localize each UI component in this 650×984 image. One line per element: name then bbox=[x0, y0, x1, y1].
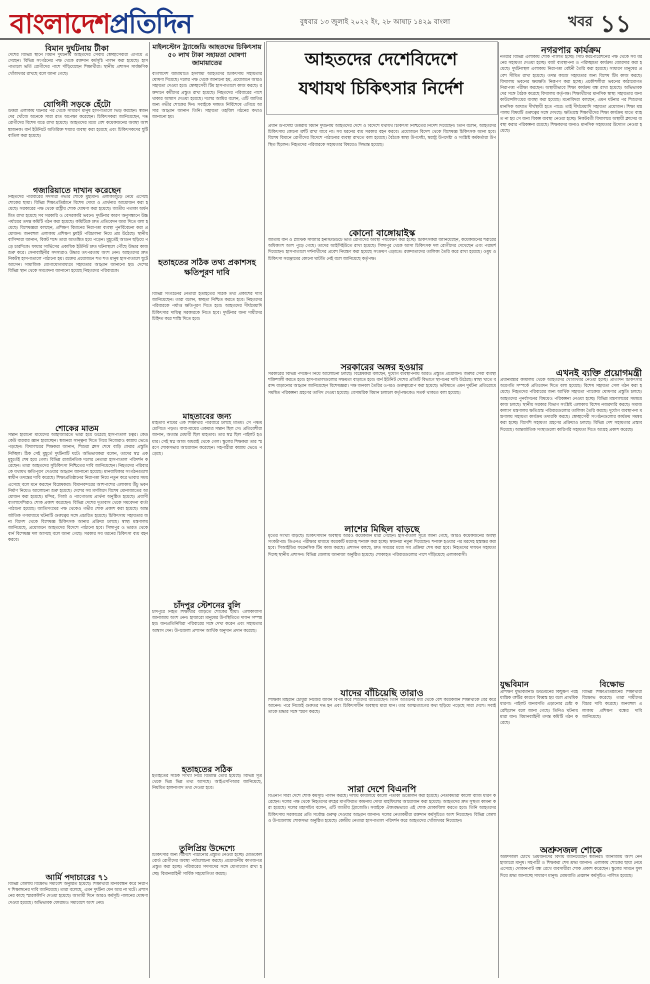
headline-20: সারা দেশে বিএনপি bbox=[347, 785, 417, 795]
headline-7: মাইলস্টোন ট্র্যাজেডি আহতদের চিকিৎসায় ৫০ লাখ টাকা সহায়তা ঘোষণা জামায়াতের bbox=[152, 43, 262, 67]
headline-2: যোগিনী সড়কে হেঁটো bbox=[43, 100, 111, 109]
headline-15: লাশের মিছিল বাড়ছে bbox=[344, 525, 420, 535]
article-text: মৃতের সংখ্যা বাড়ছে। চিকিৎসাধীন অবস্থায় আরও কয়েকজন মারা গেছেন। হাসপাতাল সূত্রে জানা গেছে, আরও কয়েকজনের অবস্থা সংকটাপন্ন। ডিএনএ পরীক্ষার মাধ্যমে কয়েকটি মরদেহ শনাক্ত করা হচ্ছে। স্বজনরা নমুনা দিয়েছেন। শনাক্ত হওয়ার পর মরদেহ হস্তান্তর করা হবে। সিআইডির ফরেনসিক টিম কাজ করছে। প্রশাসন বলছে, দ্রুত সময়ের মধ্যে সব প্রক্রিয়া শেষ করা হবে। নিহতদের দাফনে সহায়তা দিচ্ছে স্থানীয় প্রশাসন। বিভিন্ন জেলায় জানাজা অনুষ্ঠিত হয়েছে। শোকাহত পরিবারগুলোর পাশে দাঁড়িয়েছে এলাকাবাসী। bbox=[268, 534, 496, 558]
article-text: দেশের বিভিন্ন স্থানে বিমান দুর্ঘটনায় আহতদের সেবায় স্বেচ্ছাসেবীরা এগিয়ে এসেছেন। বিভিন্ন সংগঠনের পক্ষ থেকে রক্তদান কর্মসূচি পালন করা হয়েছে। হাসপাতালে ভর্তি রোগীদের পাশে দাঁড়িয়েছেন শিক্ষার্থীরা। স্থানীয় প্রশাসন সার্বক্ষণিক খোঁজখবর রাখছে বলে জানা গেছে। bbox=[8, 53, 148, 77]
article-text: বাংলাদেশ জামায়াতে ইসলামী আহতদের চিকিৎসায় সহায়তার ঘোষণা দিয়েছে। দলের পক্ষ থেকে জানানো হয়, প্রয়োজনে আরও সহায়তা দেওয়া হবে। স্বেচ্ছাসেবী টিম হাসপাতালে কাজ করছে। রক্তদানে কর্মীদের প্রস্তুত রাখা হয়েছে। নিহতদের পরিবারের পাশে থাকার আশ্বাস দেওয়া হয়েছে। দলের আমির বলেন, এটি জাতির জন্য গভীর শোকের দিন। সবাইকে দলমত নির্বিশেষে এগিয়ে আসার আহ্বান জানান তিনি। সহায়তা তহবিল গঠনের কথাও জানানো হয়। bbox=[152, 72, 262, 121]
lead-headline-bottom: যথাযথ চিকিৎসার নির্দেশ bbox=[298, 79, 464, 99]
headline-21: যুদ্ধবিমান bbox=[500, 680, 529, 689]
headline-3: গজারিয়াতে দাখান করেছেন bbox=[32, 186, 122, 195]
headline-9: কোনো বাঙ্গোয়াইস্ক bbox=[348, 229, 416, 239]
article-text: উত্তরা এলাকায় ঘটনার পর থেকে সাধারণ মানুষ হাসপাতালে ভিড় করছেন। স্বজনদের খোঁজে অনেকে সারা রাত অপেক্ষা করেছেন। চিকিৎসকরা জানিয়েছেন, দগ্ধ রোগীদের বিশেষ যত্নে রাখা হয়েছে। আহতদের মধ্যে বেশ কয়েকজনের অবস্থা আশঙ্কাজনক। বার্ন ইউনিটে অতিরিক্ত শয্যার ব্যবস্থা করা হয়েছে এবং চিকিৎসকদের ছুটি বাতিল করা হয়েছে। bbox=[8, 109, 148, 139]
headline-10: সরকারের অঙ্গর হওয়ার bbox=[340, 363, 424, 373]
newspaper-logo: বাংলাদেশপ্রতিদিন bbox=[10, 9, 192, 40]
headline-6: নগরপার কার্যক্রম bbox=[541, 46, 601, 56]
headline-16: আর্মি পদাচারের ৭১ bbox=[45, 873, 109, 882]
page-number: ১১ bbox=[600, 10, 632, 38]
article-text: বিভিন্ন জেলায় বিক্ষোভ সমাবেশ অনুষ্ঠিত হয়েছে। শিক্ষার্থীরা মানববন্ধন করে নিরাপদ শিক্ষাঙ্গনের দাবি জানিয়েছে। তারা বলেছে, এমন দুর্ঘটনা যেন আর না ঘটে। প্রশাসনের কাছে স্মারকলিপি দেওয়া হয়েছে। আগামী দিনে আরও কর্মসূচি পালনের ঘোষণা দেওয়া হয়েছে। অভিভাবক ফোরামও সমাবেশে অংশ নেয়। bbox=[8, 882, 148, 906]
lead-article-text: প্রধান উপদেষ্টা উত্তরায় বিমান দুর্ঘটনায় আহতদের দেশে ও বিদেশে যথাযথ চিকিৎসা নিশ্চিতের নির্দেশ দিয়েছেন। তিনি বলেন, আহতদের চিকিৎসায় কোনো ত্রুটি রাখা যাবে না। সব ধরনের ব্যয় সরকার বহন করবে। প্রয়োজনে বিদেশ থেকে বিশেষজ্ঞ চিকিৎসক আনা হবে। বিশেষ বিমানে রোগীদের বিদেশে পাঠানোর ব্যবস্থা রাখতে বলা হয়েছে। বৈঠকে স্বাস্থ্য উপদেষ্টা, স্বরাষ্ট্র উপদেষ্টা ও সংশ্লিষ্ট কর্মকর্তারা উপস্থিত ছিলেন। নিহতদের পরিবারকে সহায়তার বিষয়েও সিদ্ধান্ত হয়েছে। bbox=[268, 124, 496, 148]
headline-22: বিক্ষোভ bbox=[599, 680, 625, 689]
headline-19: যাদের বাঁচিয়েছি তারাও bbox=[340, 689, 424, 699]
column-divider bbox=[498, 42, 499, 978]
headline-11: এখনই ব্যক্তি প্রয়োগমন্ত্রী bbox=[556, 369, 642, 379]
article-text: বিভিন্ন সংগঠনের নেতারা হতাহতের সঠিক তথ্য প্রকাশের দাবি জানিয়েছেন। তারা বলেন, স্বচ্ছতা নিশ্চিত করতে হবে। নিহতদের পরিবারকে পর্যাপ্ত ক্ষতিপূরণ দিতে হবে। আহতদের দীর্ঘমেয়াদি চিকিৎসার দায়িত্ব সরকারকে নিতে হবে। দুর্ঘটনার জন্য দায়ীদের চিহ্নিত করে শাস্তি দিতে হবে। bbox=[152, 292, 262, 322]
headline-14: চাঁদপুর স্টেশনের বুলি bbox=[173, 601, 241, 610]
headline-1: বিমান দুর্ঘটনায় টীকা bbox=[45, 44, 109, 53]
section-label: খবর bbox=[568, 14, 593, 30]
headline-13: মাহতাবের জন্য bbox=[182, 412, 232, 421]
article-text: চাঁদপুরে নিহত শিক্ষার্থীর বাড়িতে শোকের ছায়া। এলাকাবাসী জানাজায় অংশ নেন। হাজারো মানুষের উপস্থিতিতে দাফন সম্পন্ন হয়। জনপ্রতিনিধিরা পরিবারের সঙ্গে দেখা করেন এবং সহায়তার আশ্বাস দেন। উপজেলা প্রশাসন আর্থিক অনুদান প্রদান করেছে। bbox=[152, 610, 262, 634]
article-text: হতাহতের সঠিক সংখ্যা নিয়ে বিভ্রান্তি তৈরি হয়েছে। বিভিন্ন সূত্র থেকে ভিন্ন ভিন্ন তথ্য আসছে। আইএসপিআর জানিয়েছে, নিয়মিত হালনাগাদ তথ্য দেওয়া হবে। bbox=[152, 774, 262, 792]
article-text: বিএনপি সারা দেশে শোক কর্মসূচি পালন করছে। দলীয় কার্যালয়ে কালো পতাকা উত্তোলন করা হয়েছে। নেতাকর্মীরা কালো ব্যাজ ধারণ করেছেন। দলের পক্ষ থেকে নিহতদের রুহের মাগফিরাত কামনায় দোয়া মাহফিলের আয়োজন করা হয়েছে। আহতদের দ্রুত সুস্থতা কামনা করা হয়েছে। দলের মহাসচিব বলেন, এটি জাতীয় ট্র্যাজেডি। সবাইকে ঐক্যবদ্ধভাবে এই শোক মোকাবিলা করতে হবে। তিনি আহতদের চিকিৎসায় সরকারের প্রতি সর্বোচ্চ গুরুত্ব দেওয়ার আহ্বান জানান। দলের নেতাকর্মীরা রক্তদান কর্মসূচিতে অংশ নিয়েছেন। বিভিন্ন জেলা ও উপজেলায় শোকসভা অনুষ্ঠিত হয়েছে। কেন্দ্রীয় নেতারা হাসপাতাল পরিদর্শন করে আহতদের খোঁজখবর নিয়েছেন। bbox=[268, 794, 496, 824]
lead-headline-top: আহতদের দেশেবিদেশে bbox=[304, 50, 458, 70]
headline-18: তুলিপ্রিয় উদ্দেশ্যে bbox=[179, 844, 235, 853]
article-text: নগরীর বিভিন্ন এলাকায় শোক পালিত হচ্ছে। সিটি করপোরেশনের পক্ষ থেকে সব ধরনের সহায়তা দেওয়া হচ্ছে। বর্জ্য ব্যবস্থাপনা ও পরিচ্ছন্নতা কার্যক্রম জোরদার করা হয়েছে। দুর্ঘটনাস্থল এলাকায় নিরাপত্তা বেষ্টনী তৈরি করা হয়েছে। সাধারণ মানুষের প্রবেশ সীমিত রাখা হয়েছে। তদন্ত কাজে সহায়তার জন্য বিশেষ টিম কাজ করছে। বিদ্যালয় ভবনের ক্ষয়ক্ষতি নিরূপণ করা হচ্ছে। প্রকৌশলীরা ভবনের কাঠামোগত নিরাপত্তা পরীক্ষা করছেন। অস্থায়ীভাবে শিক্ষা কার্যক্রম বন্ধ রাখা হয়েছে। অভিভাবকদের সঙ্গে বৈঠক করেছে বিদ্যালয় কর্তৃপক্ষ। শিক্ষার্থীদের মানসিক স্বাস্থ্য সহায়তার জন্য কাউন্সেলিংয়ের ব্যবস্থা করা হয়েছে। মনোবিদরা বলছেন, এমন ঘটনার পর শিশুদের মানসিক আঘাত দীর্ঘস্থায়ী হতে পারে। তাই দীর্ঘমেয়াদি সহায়তা প্রয়োজন। শিক্ষা মন্ত্রণালয় বিষয়টি গুরুত্বের সঙ্গে দেখছে। ক্ষতিগ্রস্ত শিক্ষার্থীদের শিক্ষা কার্যক্রম যাতে ব্যাহত না হয় সে জন্য বিকল্প ব্যবস্থা নেওয়া হচ্ছে। নিকটবর্তী বিদ্যালয়ে অস্থায়ী ক্লাসের ব্যবস্থা করার পরিকল্পনা রয়েছে। শিক্ষকদের জন্যও মানসিক সহায়তার উদ্যোগ নেওয়া হয়েছে। bbox=[500, 55, 642, 135]
article-text: বিভিন্ন শিক্ষাপ্রতিষ্ঠানের শিক্ষার্থীরা বিক্ষোভ করেছে। তারা দায়ীদের বিচার দাবি করেছে। জনবহুল এলাকায় প্রশিক্ষণ বন্ধের দাবি জানিয়েছে। bbox=[582, 690, 642, 720]
article-text: শিক্ষিকা মাহরীন চৌধুরী নিজের জীবন বিপন্ন করে শিশুদের বাঁচিয়েছেন। তিনি আগুনের মধ্য থেকে বেশ কয়েকজন শিক্ষার্থীকে বের করে আনেন। পরে নিজেই গুরুতর দগ্ধ হন এবং চিকিৎসাধীন অবস্থায় মারা যান। তার আত্মত্যাগের কথা ছড়িয়ে পড়েছে সারা দেশে। সবাই তাকে শ্রদ্ধার সঙ্গে স্মরণ করছে। bbox=[268, 698, 496, 716]
article-text: প্রশিক্ষণ যুদ্ধবিমানটি উড্ডয়নের কিছুক্ষণ পরই যান্ত্রিক ত্রুটির কারণে বিধ্বস্ত হয় বলে প্রাথমিক ধারণা। পাইলট জনবসতি এড়ানোর চেষ্টা করেছিলেন বলে জানা গেছে। তিনিও ঘটনায় মারা যান। বিমানবাহিনী তদন্ত কমিটি গঠন করেছে। bbox=[500, 690, 578, 727]
headline-8: হতাহতের সঠিক তথ্য প্রকাশসহ ক্ষতিপূরণ দাবি bbox=[158, 258, 256, 277]
headline-17: হতাহতের সঠিক bbox=[181, 765, 233, 774]
issue-date: বুধবার ১৩ জুলাই ২০২২ ইং, ২৮ আষাঢ় ১৪২৯ বাংলা bbox=[300, 18, 451, 26]
article-text: অশ্রুসজল চোখে প্রিয়জনদের বিদায় জানিয়েছেন স্বজনরা। জানাজায় অংশ নেন হাজারো মানুষ। সহপাঠী ও শিক্ষকরা শেষ শ্রদ্ধা জানান। এলাকায় শোকের ছায়া নেমে এসেছে। দোকানপাট বন্ধ রেখে ব্যবসায়ীরা শোক প্রকাশ করেছেন। স্কুলের সামনে ফুল দিয়ে শ্রদ্ধা জানাচ্ছে সাধারণ মানুষ। মোমবাতি প্রজ্বলন কর্মসূচিও পালিত হয়েছে। bbox=[500, 855, 642, 879]
article-text: মাহতাব নামের এক শিক্ষার্থীর পরিবারে চলছে মাতম। সে পঞ্চম শ্রেণিতে পড়ত। বাবা-মায়ের একমাত্র সন্তান ছিল সে। প্রতিবেশীরা জানান, অত্যন্ত মেধাবী ছিল মাহতাব। তার স্বপ্ন ছিল পাইলট হওয়ার। সেই স্বপ্ন আজ অধরাই থেকে গেল। স্কুলের শিক্ষকরা তার স্মরণে শোকসভার আয়োজন করেছেন। সহপাঠীরা কান্নায় ভেঙে পড়েছে। bbox=[152, 421, 262, 458]
column-divider bbox=[264, 42, 265, 978]
article-text: চিকিৎসার জন্য বিদেশে পাঠানোর প্রস্তুতি নেওয়া হচ্ছে। মেডিকেল বোর্ড রোগীদের অবস্থা পর্যালোচনা করছে। প্রয়োজনীয় কাগজপত্র প্রস্তুত করা হচ্ছে। পরিবারের সদস্যদের সঙ্গে যোগাযোগ রাখা হচ্ছে। বিমানবাহিনী সার্বিক সহযোগিতা করছে। bbox=[152, 853, 262, 877]
article-text: প্রধানমন্ত্রীর কার্যালয় থেকে আহতদের খোঁজখবর নেওয়া হচ্ছে। প্রতিদিন চিকিৎসার অগ্রগতি সম্পর্কে প্রতিবেদন দিতে বলা হয়েছে। বিশেষ সহায়তা সেল গঠন করা হয়েছে। নিহতদের পরিবারের জন্য আর্থিক সহায়তা প্যাকেজ ঘোষণার প্রস্তুতি চলছে। আহতদের পুনর্বাসনের বিষয়েও পরিকল্পনা নেওয়া হচ্ছে। বিভিন্ন মন্ত্রণালয়ের সমন্বয়ে কাজ চলছে। স্থানীয় সরকার বিভাগ সংশ্লিষ্ট এলাকায় বিশেষ নজরদারি করছে। সমাজকল্যাণ মন্ত্রণালয় ক্ষতিগ্রস্ত পরিবারগুলোর তালিকা তৈরি করছে। দুর্যোগ ব্যবস্থাপনা মন্ত্রণালয় সহায়তা কার্যক্রম তদারকি করছে। স্বেচ্ছাসেবী সংগঠনগুলোর কার্যক্রম সমন্বয় করা হচ্ছে। বিদেশি সহায়তা গ্রহণের প্রক্রিয়াও চলছে। বিভিন্ন দেশ সহায়তার প্রস্তাব দিয়েছে। আন্তর্জাতিক সংস্থাগুলো কারিগরি সহায়তা দিতে আগ্রহ প্রকাশ করেছে। bbox=[500, 378, 642, 433]
headline-12: শোকের মাতম bbox=[55, 424, 99, 433]
article-text: জাতীয় বার্ন ও প্লাস্টিক সার্জারি ইনস্টিটিউটে ভর্তি রোগীদের অবস্থা পর্যবেক্ষণ করা হচ্ছে। চিকিৎসকরা জানিয়েছেন, কয়েকজনের শরীরের অধিকাংশ অংশ পুড়ে গেছে। তাদের আইসিইউতে রাখা হয়েছে। সিঙ্গাপুর থেকে আসা চিকিৎসক দল রোগীদের দেখেছেন এবং পরামর্শ দিয়েছেন। হাসপাতালে দর্শনার্থীদের প্রবেশ নিয়ন্ত্রণ করা হয়েছে সংক্রমণ এড়াতে। রক্তদাতাদের তালিকা তৈরি করে রাখা হয়েছে। ওষুধ ও চিকিৎসা সরঞ্জামের কোনো ঘাটতি নেই বলে জানিয়েছে কর্তৃপক্ষ। bbox=[268, 238, 496, 262]
article-text: সরকারের বিভিন্ন পদক্ষেপ নিয়ে আলোচনা চলছে। বিশ্লেষকরা বলছেন, দুর্যোগ ব্যবস্থাপনায় আরও প্রস্তুতি প্রয়োজন। জরুরি সেবা ব্যবস্থা শক্তিশালী করতে হবে। হাসপাতালগুলোর সক্ষমতা বাড়াতে হবে। বার্ন ইউনিট দেশের প্রতিটি বিভাগে স্থাপনের দাবি উঠেছে। স্বাস্থ্য খাতে বরাদ্দ বাড়ানোর আহ্বান জানিয়েছেন বিশেষজ্ঞরা। দক্ষ জনবল তৈরির ওপরও গুরুত্বারোপ করা হয়েছে। ভবিষ্যতে এমন দুর্ঘটনা প্রতিরোধে সমন্বিত পরিকল্পনা গ্রহণের তাগিদ দেওয়া হয়েছে। বেসামরিক বিমান চলাচল কর্তৃপক্ষকেও সতর্ক থাকতে বলা হয়েছে। bbox=[268, 372, 496, 396]
headline-23: অশ্রুসজল শোকে bbox=[540, 846, 602, 856]
article-text: নিহতদের পরিবারের সদস্যরা গভীর শোকে মুহ্যমান। এলাকাজুড়ে নেমে এসেছে শোকের ছায়া। বিভিন্ন শিক্ষাপ্রতিষ্ঠানে বিশেষ দোয়া ও প্রার্থনার আয়োজন করা হয়েছে। সরকারের পক্ষ থেকে রাষ্ট্রীয় শোক ঘোষণা করা হয়েছে। জাতীয় পতাকা অর্ধনমিত রাখা হয়েছে সব সরকারি ও বেসরকারি ভবনে। দুর্ঘটনার কারণ অনুসন্ধানে উচ্চপর্যায়ের তদন্ত কমিটি গঠন করা হয়েছে। কমিটিকে দ্রুত প্রতিবেদন জমা দিতে বলা হয়েছে। বিশেষজ্ঞরা বলছেন, প্রশিক্ষণ বিমানের নিরাপত্তা ব্যবস্থা পুনর্বিবেচনা করা প্রয়োজন। জনবহুল এলাকায় প্রশিক্ষণ ফ্লাইট পরিচালনা নিয়ে প্রশ্ন উঠেছে। স্থানীয় বাসিন্দারা জানান, বিকট শব্দে তারা আতঙ্কিত হয়ে পড়েন। মুহূর্তেই আগুন ছড়িয়ে পড়ে চারদিকে। ফায়ার সার্ভিসের একাধিক ইউনিট দ্রুত ঘটনাস্থলে পৌঁছে উদ্ধার কাজ শুরু করে। সেনাবাহিনীর সদস্যরাও উদ্ধার তৎপরতায় অংশ নেন। আহতদের দ্রুত নিকটস্থ হাসপাতালে পাঠানো হয়। রক্তের প্রয়োজনে শত শত মানুষ হাসপাতালে ছুটে আসেন। সামাজিক যোগাযোগমাধ্যমে সহায়তার আহ্বান জানানো হয়। দেশের বিভিন্ন স্থান থেকে সমবেদনা জানানো হয়েছে নিহতদের পরিবারকে। bbox=[8, 195, 148, 275]
article-text: সন্তান হারানো মায়েদের আহাজারিতে ভারী হয়ে উঠেছে হাসপাতাল চত্বর। কেউ কেউ বারবার জ্ঞান হারাচ্ছেন। স্বজনরা সান্ত্বনা দিতে গিয়ে নিজেরাও কান্নায় ভেঙে পড়ছেন। বিদ্যালয়ের শিক্ষকরা জানান, শিশুরা ক্লাস শেষে বাড়ি ফেরার প্রস্তুতি নিচ্ছিল। ঠিক সেই মুহূর্তে দুর্ঘটনাটি ঘটে। অভিভাবকরা বলেন, তাদের স্বপ্ন এক মুহূর্তেই শেষ হয়ে গেল। বিভিন্ন রাজনৈতিক দলের নেতারা হাসপাতাল পরিদর্শন করেছেন। তারা আহতদের সুচিকিৎসা নিশ্চিতের দাবি জানিয়েছেন। নিহতদের পরিবারকে যথাযথ ক্ষতিপূরণ দেওয়ার আহ্বান জানানো হয়েছে। মানবাধিকার সংগঠনগুলো স্বাধীন তদন্তের দাবি করেছে। শিক্ষাপ্রতিষ্ঠানের নিরাপত্তা নিয়ে নতুন করে ভাবার সময় এসেছে বলে মনে করছেন বিশ্লেষকরা। বিমানবন্দরের আশপাশের এলাকায় উঁচু ভবন নির্মাণ নিয়েও আলোচনা শুরু হয়েছে। দেশের সব মসজিদে বিশেষ মোনাজাতের আয়োজন করা হয়েছে। মন্দির, গির্জা ও প্যাগোডায় প্রার্থনা অনুষ্ঠিত হয়েছে। প্রবাসী বাংলাদেশিরাও শোক প্রকাশ করেছেন। বিভিন্ন দেশের দূতাবাস থেকে সমবেদনা বার্তা পাঠানো হয়েছে। জাতিসংঘের পক্ষ থেকেও গভীর শোক প্রকাশ করা হয়েছে। আন্তর্জাতিক গণমাধ্যমে ঘটনাটি গুরুত্বের সঙ্গে প্রচারিত হয়েছে। চিকিৎসায় সহায়তার জন্য বিদেশ থেকে বিশেষজ্ঞ চিকিৎসক আনার প্রক্রিয়া চলছে। স্বাস্থ্য মন্ত্রণালয় জানিয়েছে, প্রয়োজনে আহতদের বিদেশে পাঠানো হবে। সিঙ্গাপুর ও ভারত থেকে বার্ন বিশেষজ্ঞ দল আসছে বলে জানা গেছে। সরকার সব ধরনের চিকিৎসা ব্যয় বহন করবে। bbox=[8, 433, 148, 544]
column-divider bbox=[149, 42, 150, 978]
